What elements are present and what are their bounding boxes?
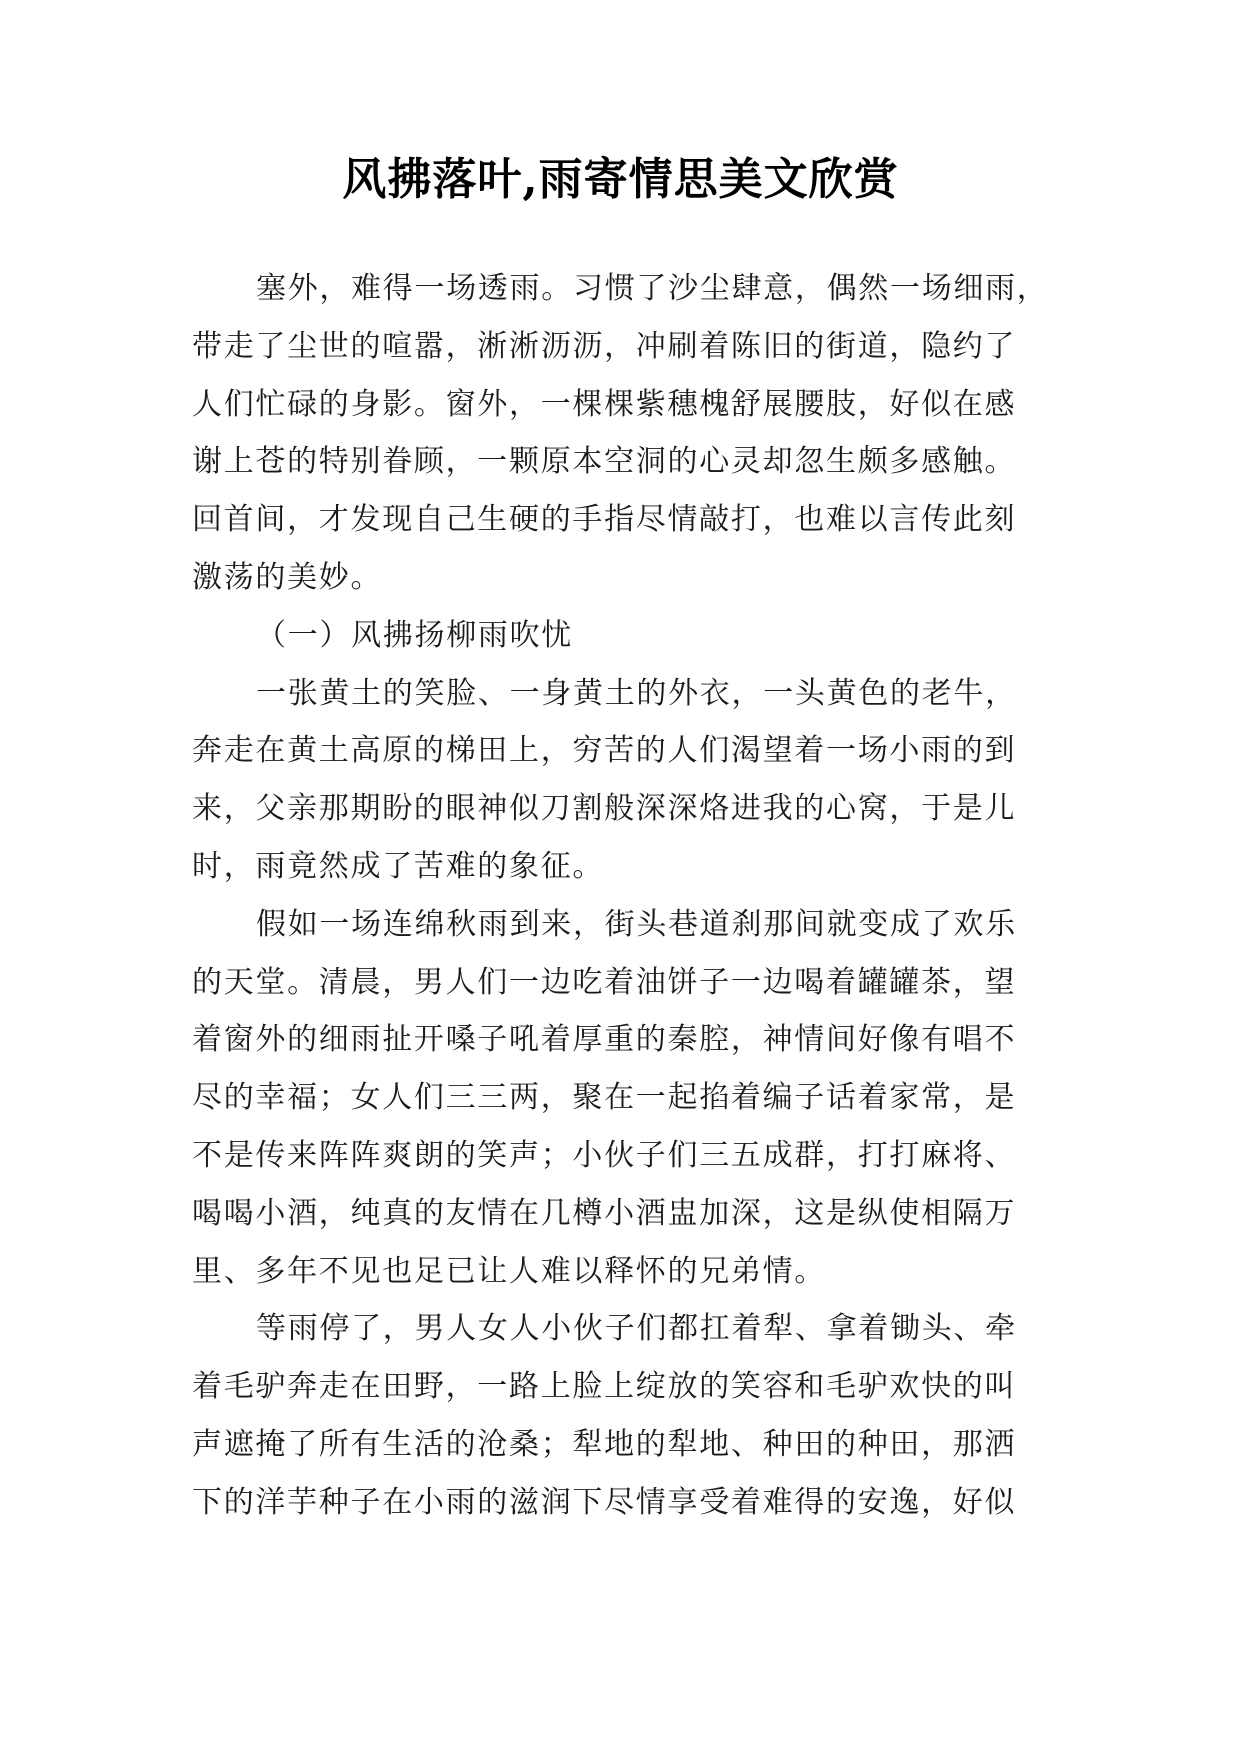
text-line: 回首间，才发现自己生硬的手指尽情敲打，也难以言传此刻 — [192, 502, 1017, 538]
text-line: 着毛驴奔走在田野，一路上脸上绽放的笑容和毛驴欢快的叫 — [192, 1369, 1017, 1405]
text-line: 带走了尘世的喧嚣，淅淅沥沥，冲刷着陈旧的街道，隐约了 — [192, 328, 1017, 364]
document-body — [192, 260, 1052, 1532]
text-line: 着窗外的细雨扯开嗓子吼着厚重的秦腔，神情间好像有唱不 — [192, 1022, 1017, 1058]
text-line: 声遮掩了所有生活的沧桑；犁地的犁地、种田的种田，那洒 — [192, 1426, 1017, 1462]
text-line: 奔走在黄土高原的梯田上，穷苦的人们渴望着一场小雨的到 — [192, 733, 1017, 769]
text-line: 里、多年不见也足已让人难以释怀的兄弟情。 — [192, 1253, 826, 1289]
text-line: 来，父亲那期盼的眼神似刀割般深深烙进我的心窝，于是儿 — [192, 791, 1017, 827]
text-line: 谢上苍的特别眷顾，一颗原本空洞的心灵却忽生颇多感触。 — [192, 444, 1017, 480]
text-line: 喝喝小酒，纯真的友情在几樽小酒盅加深，这是纵使相隔万 — [192, 1195, 1017, 1231]
text-line: 塞外，难得一场透雨。习惯了沙尘肆意，偶然一场细雨， — [256, 271, 1049, 306]
text-line: 的天堂。清晨，男人们一边吃着油饼子一边喝着罐罐茶，望 — [192, 964, 1017, 1000]
text-line: 尽的幸福；女人们三三两，聚在一起掐着编子话着家常，是 — [192, 1080, 1017, 1116]
text-line: 假如一场连绵秋雨到来，街头巷道刹那间就变成了欢乐 — [256, 906, 1017, 942]
text-line: 激荡的美妙。 — [192, 559, 383, 595]
text-line: 下的洋芋种子在小雨的滋润下尽情享受着难得的安逸，好似 — [192, 1484, 1017, 1520]
text-line: 时，雨竟然成了苦难的象征。 — [192, 848, 605, 884]
document-title: 风拂落叶,雨寄情思美文欣赏 — [342, 154, 899, 205]
text-line: 一张黄土的笑脸、一身黄土的外衣，一头黄色的老牛， — [256, 675, 1017, 711]
text-line: （一）风拂扬柳雨吹忧 — [256, 617, 573, 653]
text-line: 人们忙碌的身影。窗外，一棵棵紫穗槐舒展腰肢，好似在感 — [192, 386, 1017, 422]
text-line: 等雨停了，男人女人小伙子们都扛着犁、拿着锄头、牵 — [256, 1311, 1017, 1347]
text-line: 不是传来阵阵爽朗的笑声；小伙子们三五成群，打打麻将、 — [192, 1137, 1017, 1173]
